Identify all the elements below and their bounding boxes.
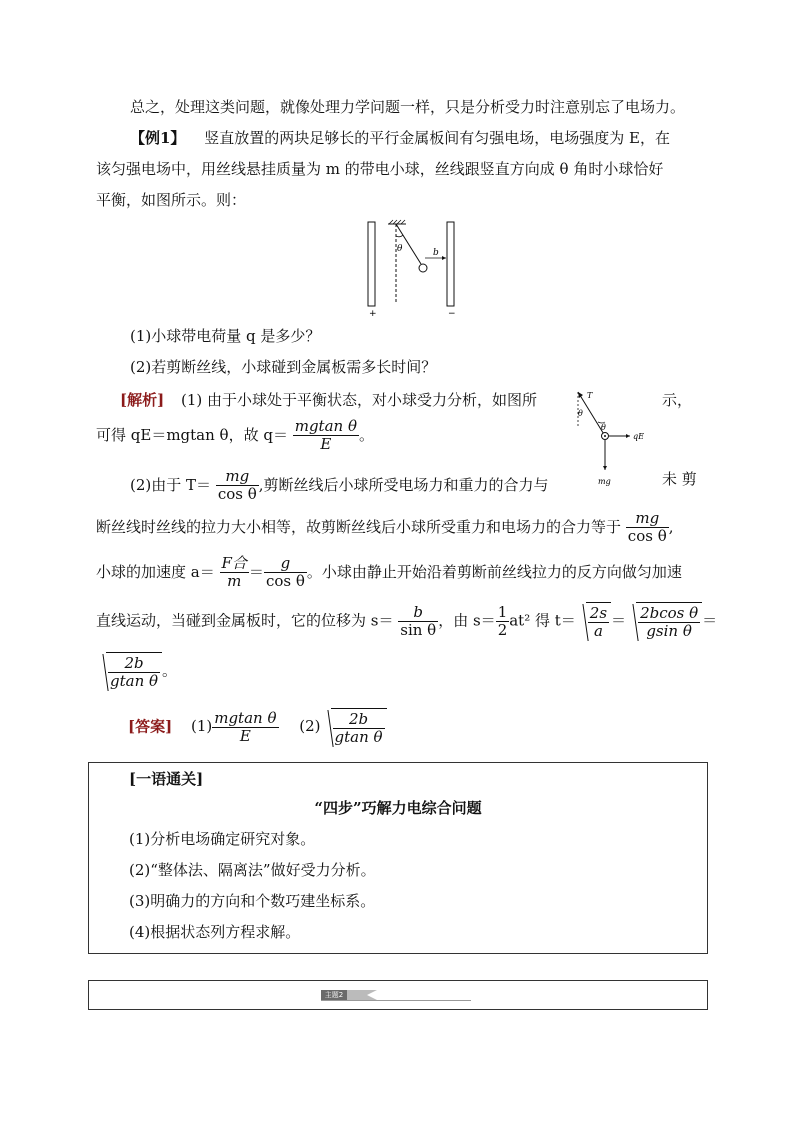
- example-line-2: 该匀强电场中，用丝线悬挂质量为 m 的带电小球，丝线跟竖直方向成 θ 角时小球恰好: [96, 160, 664, 178]
- solution-line-6: 直线运动，当碰到金属板时，它的位移为 s＝ $\frac{b}{\text{sin θ}}$ ，由 s＝ $\frac{1}{2}$ at² 得 t＝ $\frac{2s}{a}$ ＝ $\frac{\text{2bcos θ}}{\text{gsin θ}}$ ＝: [96, 602, 718, 641]
- tips-title: “四步”巧解力电综合问题: [314, 799, 482, 817]
- tips-item-3: (3)明确力的方向和个数巧建坐标系。: [129, 892, 376, 910]
- sqrt-2bcos: $\frac{\text{2bcos θ}}{\text{gsin θ}}$: [626, 602, 702, 641]
- t-fraction: $\frac{mg}{\text{cos θ}}$: [217, 467, 257, 504]
- solution-p1c: 可得 qE＝mgtan θ，故 q＝: [96, 425, 288, 444]
- solution-line-1: [120, 389, 537, 410]
- solution-tag: [解析]: [120, 391, 165, 409]
- qe-label: qE: [633, 432, 644, 441]
- minus-label: −: [448, 309, 456, 318]
- solution-line-3: (2)由于 T＝ $\frac{mg}{\text{cos θ}}$ ,剪断丝线后小球所受电场力和重力的合力与: [130, 467, 549, 504]
- solution-line-5: 小球的加速度 a＝ $\frac{\text{F合}}{m}$ ＝ $\frac{g}{\text{cos θ}}$ 。小球由静止开始沿着剪断前丝线拉力的反方向做匀加速: [96, 554, 682, 591]
- example-line-1: [130, 127, 670, 148]
- banner-rule: [321, 1000, 471, 1001]
- solution-p1b: 示，: [662, 391, 693, 409]
- solution-line-2: 可得 qE＝mgtan θ，故 q＝ $\frac{\text{mgtan θ}}{E}$ 。: [96, 417, 375, 454]
- b-label: b: [433, 248, 439, 258]
- tips-header: [一语通关]: [129, 770, 204, 788]
- solution-line-4: 断丝线时丝线的拉力大小相等，故剪断丝线后小球所受重力和电场力的合力等于 $\frac{mg}{\text{cos θ}}$ ,: [96, 509, 674, 546]
- sqrt-2s-a: $\frac{2s}{a}$: [576, 602, 611, 641]
- tips-item-4: (4)根据状态列方程求解。: [129, 923, 301, 941]
- half-fraction: $\frac{1}{2}$: [497, 602, 508, 639]
- question-2: (2)若剪断丝线，小球碰到金属板需多长时间？: [130, 358, 437, 376]
- theta-label: θ: [397, 244, 403, 254]
- plus-label: +: [369, 309, 377, 318]
- a-fraction-1: $\frac{\text{F合}}{m}$: [221, 554, 247, 591]
- tension-label: T: [587, 391, 593, 400]
- mg-label: mg: [598, 477, 611, 486]
- tips-item-1: (1)分析电场确定研究对象。: [129, 830, 316, 848]
- answer-1-fraction: $\frac{\text{mgtan θ}}{E}$: [214, 708, 277, 745]
- force-diagram: [572, 386, 662, 486]
- example-line-3: 平衡，如图所示。则：: [96, 191, 247, 209]
- answer-2-sqrt: $\frac{2b}{\text{gtan θ}}$: [321, 708, 387, 747]
- sqrt-2b-gtan: $\frac{2b}{\text{gtan θ}}$: [96, 652, 162, 691]
- example-tag: 【例1】: [130, 129, 186, 147]
- tips-item-2: (2)“整体法、隔离法”做好受力分析。: [129, 861, 376, 879]
- answer-tag: [答案]: [128, 717, 173, 736]
- answer-line: [答案] (1) $\frac{\text{mgtan θ}}{E}$ (2) $\frac{2b}{\text{gtan θ}}$: [128, 708, 387, 747]
- theta2-label: θ: [578, 409, 583, 418]
- s-fraction: $\frac{b}{\text{sin θ}}$: [400, 602, 437, 639]
- question-1: (1)小球带电荷量 q 是多少？: [130, 327, 321, 345]
- resultant-fraction: $\frac{mg}{\text{cos θ}}$: [627, 509, 667, 546]
- q-fraction: $\frac{\text{mgtan θ}}{E}$: [294, 417, 357, 454]
- solution-p1a: (1) 由于小球处于平衡状态，对小球受力分析，如图所: [180, 391, 538, 409]
- tips-box: [88, 762, 708, 954]
- plates-figure: [362, 218, 462, 318]
- section-badge: 主题2: [321, 990, 347, 1000]
- example-text-1: 竖直放置的两块足够长的平行金属板间有匀强电场，电场强度为 E，在: [204, 129, 670, 147]
- solution-line-7: $\frac{2b}{\text{gtan θ}}$ 。: [96, 652, 177, 691]
- section-banner: [88, 980, 708, 1010]
- svg-text:θ: θ: [601, 423, 606, 432]
- solution-p2c: 未 剪: [662, 470, 697, 488]
- intro-text: 总之，处理这类问题，就像处理力学问题一样，只是分析受力时注意别忘了电场力。: [130, 98, 686, 116]
- a-fraction-2: $\frac{g}{\text{cos θ}}$: [265, 554, 305, 591]
- badge-arrow: [347, 990, 377, 1000]
